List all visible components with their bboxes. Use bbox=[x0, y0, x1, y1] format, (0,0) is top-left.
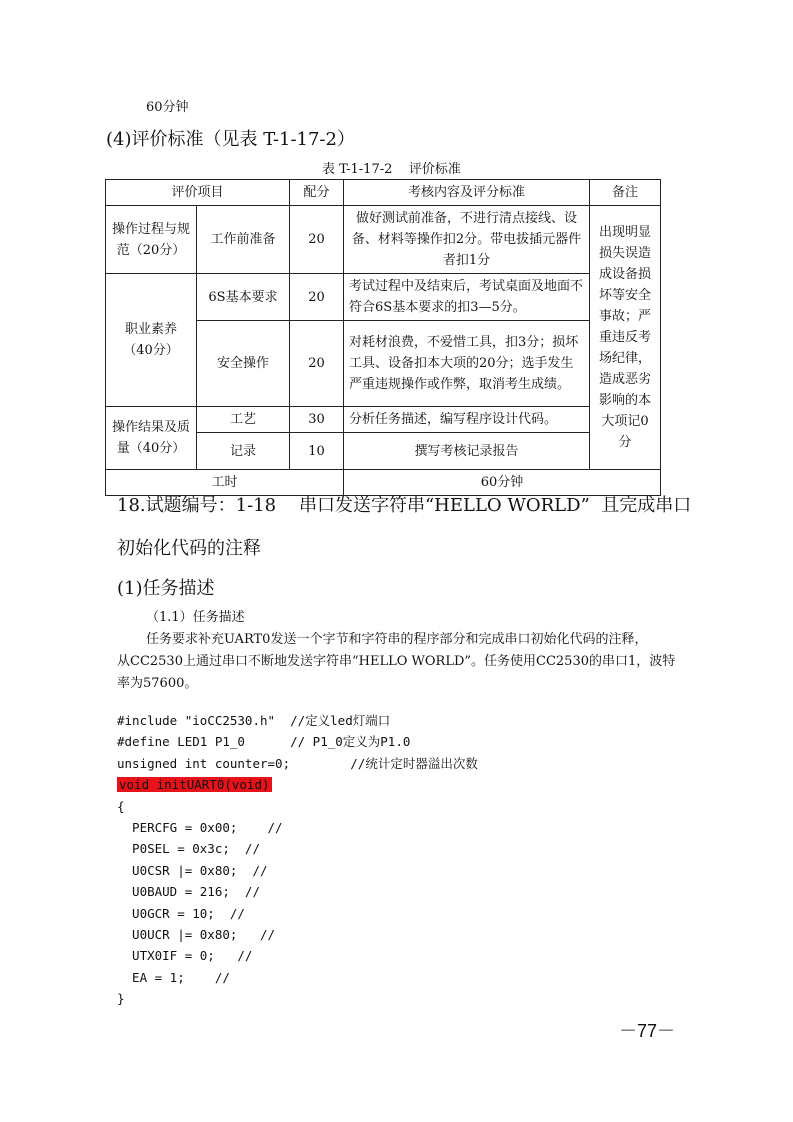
table-row bbox=[106, 206, 661, 274]
header-cell: 评价项目 bbox=[106, 180, 290, 206]
code-line: EA = 1; // bbox=[117, 969, 230, 985]
content-cell: 做好测试前准备，不进行清点接线、设备、材料等操作扣2分。带电拔插元器件者扣1分 bbox=[344, 206, 590, 274]
question-title-line1: 18.试题编号：1-18 串口发送字符串“HELLO WORLD” 且完成串口 bbox=[117, 495, 692, 516]
table-row bbox=[106, 407, 661, 433]
category-cell: 操作过程与规范（20分） bbox=[106, 206, 197, 274]
category-cell: 职业素养（40分） bbox=[106, 274, 197, 407]
item-cell: 工作前准备 bbox=[197, 206, 290, 274]
code-line: U0UCR |= 0x80; // bbox=[117, 927, 276, 943]
content-cell: 撰写考核记录报告 bbox=[344, 433, 590, 470]
content-cell: 对耗材浪费，不爱惜工具，扣3分；损坏工具、设备扣本大项的20分；选手发生严重违规操作或作弊，取消考生成绩。 bbox=[344, 321, 590, 407]
code-line: PERCFG = 0x00; // bbox=[117, 820, 283, 836]
evaluation-table bbox=[105, 179, 661, 496]
item-cell: 安全操作 bbox=[197, 321, 290, 407]
content-cell: 考试过程中及结束后，考试桌面及地面不符合6S基本要求的扣3—5分。 bbox=[344, 274, 590, 321]
table-header-row bbox=[106, 180, 661, 206]
description-line: 任务要求补充UART0发送一个字节和字符串的程序部分和完成串口初始化代码的注释， bbox=[146, 632, 648, 647]
score-cell: 30 bbox=[290, 407, 344, 433]
code-line: U0BAUD = 216; // bbox=[117, 884, 260, 900]
header-cell: 备注 bbox=[590, 180, 661, 206]
section-title-evaluation: (4)评价标准（见表 T-1-17-2） bbox=[106, 129, 355, 150]
code-line: { bbox=[117, 798, 125, 814]
duration-text: 60分钟 bbox=[146, 100, 189, 115]
category-cell: 操作结果及质量（40分） bbox=[106, 407, 197, 470]
code-line: P0SEL = 0x3c; // bbox=[117, 841, 260, 857]
question-title-line2: 初始化代码的注释 bbox=[117, 538, 261, 559]
description-line: 从CC2530上通过串口不断地发送字符串“HELLO WORLD”。任务使用CC2530的串口1，波特 bbox=[117, 654, 676, 669]
footer-label-cell: 工时 bbox=[106, 470, 344, 496]
code-line: unsigned int counter=0; //统计定时器溢出次数 bbox=[117, 755, 478, 771]
code-line: #define LED1 P1_0 // P1_0定义为P1.0 bbox=[117, 734, 411, 750]
highlighted-code-line: void initUART0(void) bbox=[119, 777, 270, 793]
task-subtitle: （1.1）任务描述 bbox=[146, 610, 245, 625]
score-cell: 20 bbox=[290, 206, 344, 274]
content-cell: 分析任务描述，编写程序设计代码。 bbox=[344, 407, 590, 433]
item-cell: 6S基本要求 bbox=[197, 274, 290, 321]
note-cell: 出现明显损失误造成设备损坏等安全事故；严重违反考场纪律，造成恶劣影响的本大项记0分 bbox=[590, 206, 661, 470]
code-line: U0GCR = 10; // bbox=[117, 905, 245, 921]
score-cell: 10 bbox=[290, 433, 344, 470]
code-block bbox=[117, 710, 478, 1010]
code-line: } bbox=[117, 991, 125, 1007]
footer-value-cell: 60分钟 bbox=[344, 470, 661, 496]
description-line: 率为57600。 bbox=[117, 676, 198, 691]
code-line: UTX0IF = 0; // bbox=[117, 948, 253, 964]
table-caption: 表 T-1-17-2 评价标准 bbox=[322, 162, 461, 177]
header-cell: 考核内容及评分标准 bbox=[344, 180, 590, 206]
table-row bbox=[106, 274, 661, 321]
score-cell: 20 bbox=[290, 321, 344, 407]
score-cell: 20 bbox=[290, 274, 344, 321]
item-cell: 工艺 bbox=[197, 407, 290, 433]
code-line: #include "ioCC2530.h" //定义led灯端口 bbox=[117, 713, 391, 728]
item-cell: 记录 bbox=[197, 433, 290, 470]
header-cell: 配分 bbox=[290, 180, 344, 206]
code-line: U0CSR |= 0x80; // bbox=[117, 862, 268, 878]
page-number: －77－ bbox=[619, 1021, 676, 1041]
task-section-title: (1)任务描述 bbox=[117, 578, 215, 599]
